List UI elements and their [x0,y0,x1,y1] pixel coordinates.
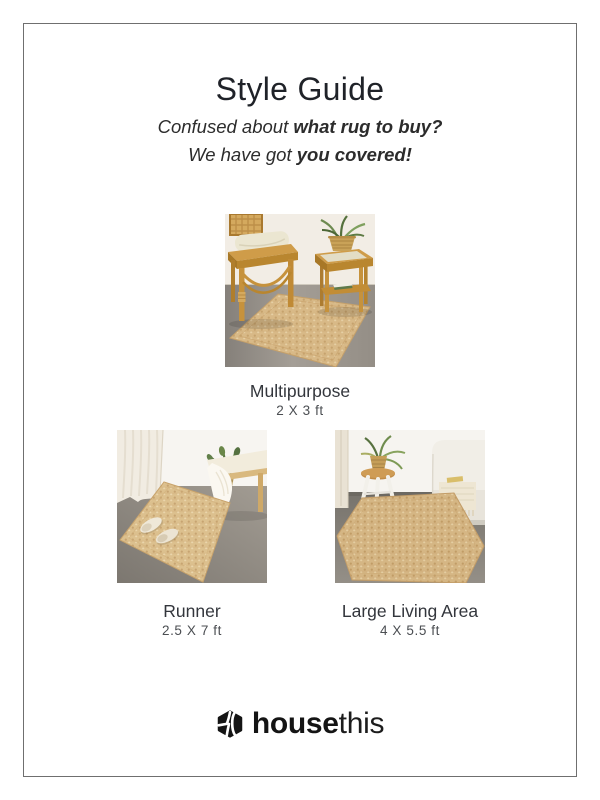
wordmark-regular: this [338,707,385,740]
product-name: Multipurpose [249,381,351,401]
tagline-2-bold: you covered! [296,144,412,165]
product-size: 2 X 3 ft [276,403,324,418]
large-jute-rug [337,493,484,583]
large-living-area-scene [335,430,485,583]
page-tagline [0,113,600,169]
curtain-edge [335,430,348,508]
product-name: Runner [163,601,221,621]
runner-rug-photo [117,430,267,583]
page-title: Style Guide [215,71,385,108]
runner-scene [117,430,267,583]
brand-logo [0,706,600,742]
brand-wordmark [252,709,384,739]
product-size: 2.5 X 7 ft [161,623,223,638]
housethis-flower-icon [216,710,244,738]
tagline-1-bold: what rug to buy? [293,116,443,137]
tagline-line-2 [0,141,600,169]
wordmark-bold: house [251,707,339,740]
tagline-2-regular: We have got [188,144,297,165]
large-living-area-rug-photo [335,430,485,583]
pinwheel-icon-glyph [216,710,244,738]
product-size: 4 X 5.5 ft [379,623,441,638]
product-name: Large Living Area [341,601,479,621]
multipurpose-rug-photo [225,214,375,367]
tagline-line-1 [0,113,600,141]
tagline-1-regular: Confused about [157,116,294,137]
multipurpose-scene [225,214,375,367]
